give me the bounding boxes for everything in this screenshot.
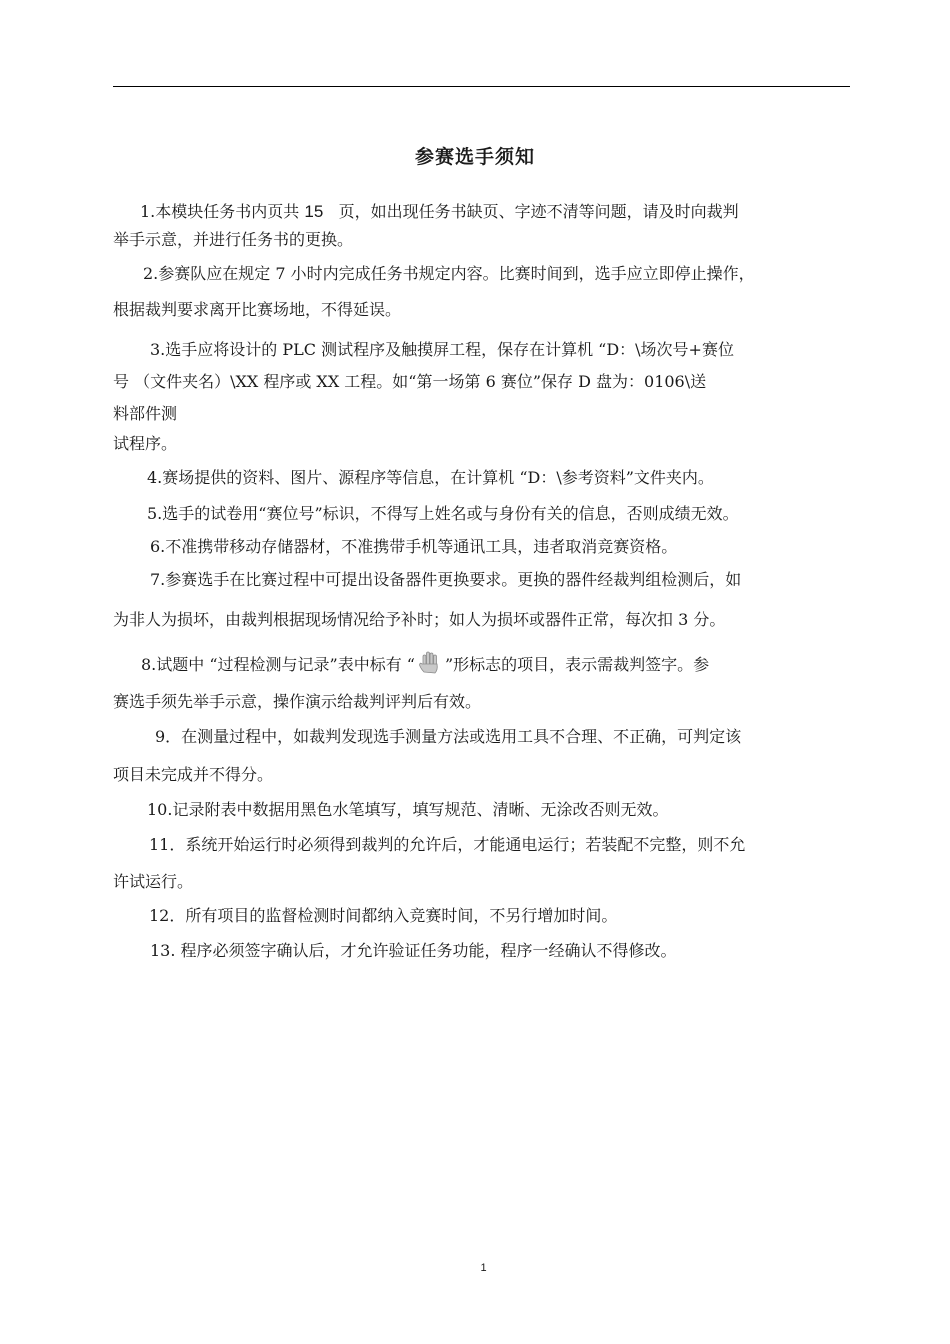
page-title: 参赛选手须知 — [414, 146, 535, 168]
notice-item-3-line-2: 号 （文件夹名）\XX 程序或 XX 工程。如“第一场第 6 赛位”保存 D 盘为：0106\送 — [113, 372, 707, 391]
hand-icon — [417, 650, 443, 676]
notice-item-8-text-a: 8.试题中 “过程检测与记录”表中标有 “ — [141, 655, 415, 674]
notice-item-3-line-3: 料部件测 — [113, 404, 178, 423]
notice-item-7-line-2: 为非人为损坏，由裁判根据现场情况给予补时；如人为损坏或器件正常，每次扣 3 分。 — [113, 610, 726, 629]
notice-item-5: 5.选手的试卷用“赛位号”标识，不得写上姓名或与身份有关的信息，否则成绩无效。 — [147, 504, 739, 523]
notice-item-8-text-b: ”形标志的项目，表示需裁判签字。参 — [444, 655, 710, 674]
notice-item-3-line-1: 3.选手应将设计的 PLC 测试程序及触摸屏工程，保存在计算机 “D：\场次号+赛位 — [150, 340, 734, 359]
notice-item-1-text-a: 1.本模块任务书内页共 — [140, 202, 300, 221]
notice-item-12: 12．所有项目的监督检测时间都纳入竞赛时间，不另行增加时间。 — [149, 906, 618, 925]
notice-item-11-line-2: 许试运行。 — [113, 872, 194, 891]
notice-item-2-line-1: 2.参赛队应在规定 7 小时内完成任务书规定内容。比赛时间到，选手应立即停止操作， — [143, 264, 755, 283]
notice-item-7-line-1: 7.参赛选手在比赛过程中可提出设备器件更换要求。更换的器件经裁判组检测后，如 — [150, 570, 742, 589]
page-number: 1 — [480, 1262, 487, 1274]
notice-item-3-line-4: 试程序。 — [113, 434, 178, 453]
notice-item-13: 13. 程序必须签字确认后，才允许验证任务功能，程序一经确认不得修改。 — [150, 941, 677, 960]
notice-item-8-line-2: 赛选手须先举手示意，操作演示给裁判评判后有效。 — [113, 692, 482, 711]
notice-item-1-line-2: 举手示意，并进行任务书的更换。 — [113, 230, 354, 249]
notice-item-4: 4.赛场提供的资料、图片、源程序等信息，在计算机 “D：\参考资料”文件夹内。 — [147, 468, 714, 487]
notice-item-6: 6.不准携带移动存储器材，不准携带手机等通讯工具，违者取消竞赛资格。 — [150, 537, 678, 556]
notice-item-8-line-1 — [141, 655, 881, 676]
page-count: 15 — [304, 202, 324, 221]
notice-item-1-text-b: 页，如出现任务书缺页、字迹不清等问题，请及时向裁判 — [338, 202, 739, 221]
notice-item-9-line-1: 9．在测量过程中，如裁判发现选手测量方法或选用工具不合理、不正确，可判定该 — [155, 727, 742, 746]
notice-item-9-line-2: 项目未完成并不得分。 — [113, 765, 274, 784]
notice-item-1-line-1 — [140, 202, 880, 222]
notice-item-11-line-1: 11．系统开始运行时必须得到裁判的允许后，才能通电运行；若装配不完整，则不允 — [149, 835, 746, 854]
header-rule — [113, 86, 850, 87]
notice-item-10: 10.记录附表中数据用黑色水笔填写，填写规范、清晰、无涂改否则无效。 — [147, 800, 669, 819]
notice-item-2-line-2: 根据裁判要求离开比赛场地，不得延误。 — [113, 300, 402, 319]
